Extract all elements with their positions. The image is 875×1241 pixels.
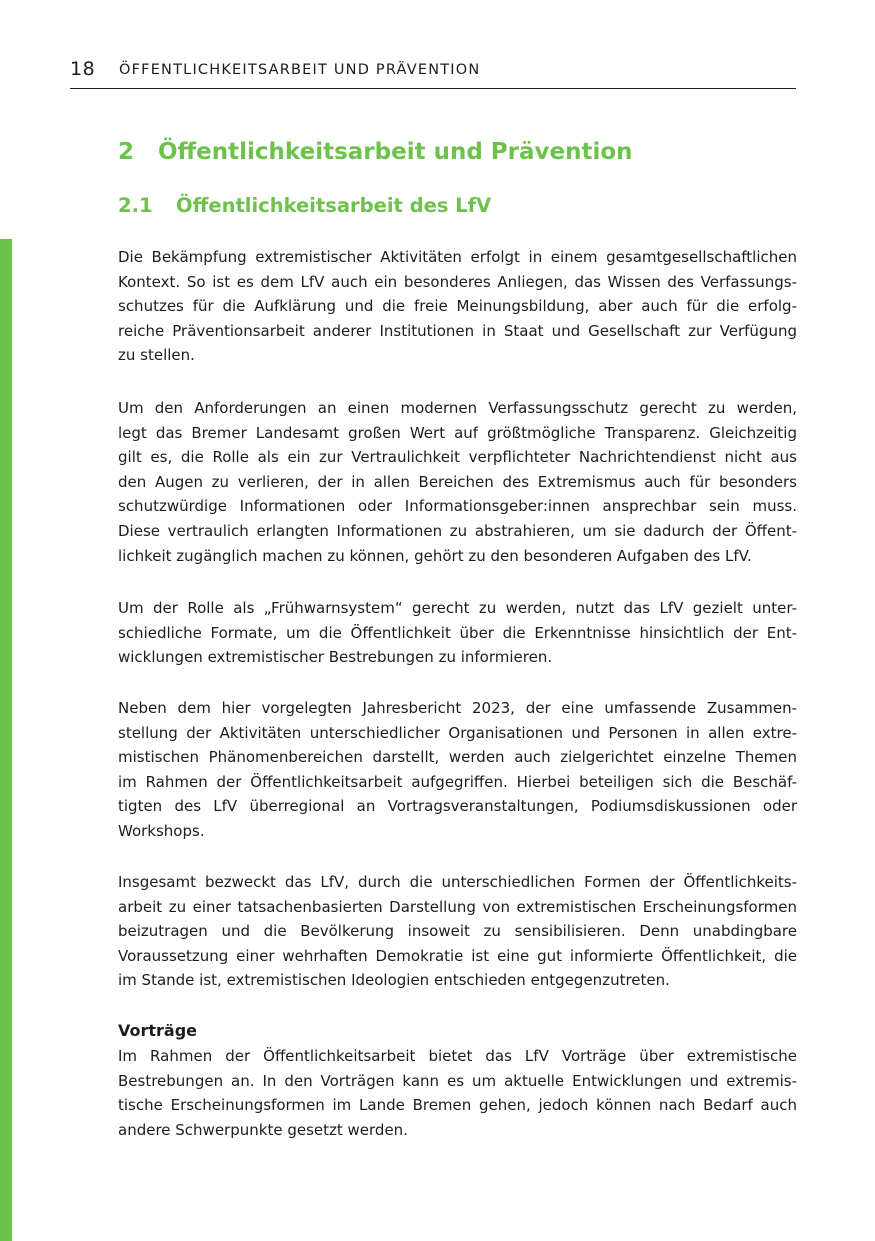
text-line: den Augen zu verlieren, der in allen Bereichen des Extremismus auch für besonders — [118, 472, 797, 491]
text-line: arbeit zu einer tatsachenbasierten Darstellung von extremistischen Erscheinungsformen — [118, 897, 797, 916]
section-title: Öffentlichkeitsarbeit des LfV — [176, 194, 492, 217]
text-line: im Rahmen der Öffentlichkeitsarbeit aufgegriffen. Hierbei beteiligen sich die Beschäf- — [118, 772, 797, 791]
text-line: Um der Rolle als „Frühwarnsystem“ gerecht zu werden, nutzt das LfV gezielt unter- — [118, 599, 797, 617]
page-number: 18 — [70, 58, 96, 80]
text-line: schutzes für die Aufklärung und die freie Meinungsbildung, aber auch für die erfolg- — [118, 297, 797, 316]
text-line: Workshops. — [118, 821, 205, 840]
text-line: stellung der Aktivitäten unterschiedlicher Organisationen und Personen in allen extre- — [118, 723, 797, 742]
paragraph-2 — [118, 396, 797, 568]
text-line: Voraussetzung einer wehrhaften Demokratie ist eine gut informierte Öffentlichkeit, die — [118, 946, 797, 965]
text-line: reiche Präventionsarbeit anderer Institutionen in Staat und Gesellschaft zur Verfügung — [118, 321, 797, 340]
subsection-paragraph — [118, 1044, 797, 1142]
section-heading — [118, 194, 491, 217]
text-line: mistischen Phänomenbereichen darstellt, werden auch zielgerichtet einzelne Themen — [118, 748, 797, 767]
text-line: wicklungen extremistischer Bestrebungen zu informieren. — [118, 648, 553, 667]
chapter-title: Öffentlichkeitsarbeit und Prävention — [158, 139, 633, 165]
green-margin-bar — [0, 239, 12, 1241]
text-line: tische Erscheinungsformen im Lande Bremen gehen, jedoch können nach Bedarf auch — [118, 1096, 797, 1115]
chapter-heading — [118, 139, 633, 165]
text-line: lichkeit zugänglich machen zu können, gehört zu den besonderen Aufgaben des LfV. — [118, 546, 752, 565]
text-line: schutzwürdige Informationen oder Informationsgeber:innen ansprechbar sein muss. — [118, 497, 797, 516]
text-line: zu stellen. — [118, 346, 195, 365]
text-line: Bestrebungen an. In den Vorträgen kann es um aktuelle Entwicklungen und extremis- — [118, 1071, 797, 1090]
text-line: Insgesamt bezweckt das LfV, durch die unterschiedlichen Formen der Öffentlichkeits- — [118, 873, 797, 891]
text-line: Die Bekämpfung extremistischer Aktivitäten erfolgt in einem gesamtgesellschaftlichen — [118, 248, 797, 266]
text-line: Im Rahmen der Öffentlichkeitsarbeit bietet das LfV Vorträge über extremistische — [118, 1047, 797, 1065]
text-line: andere Schwerpunkte gesetzt werden. — [118, 1120, 408, 1139]
subsection-heading: Vorträge — [118, 1021, 198, 1040]
text-line: beizutragen und die Bevölkerung insoweit zu sensibilisieren. Denn unabdingbare — [118, 922, 797, 941]
text-line: gilt es, die Rolle als ein zur Vertraulichkeit verpflichteter Nachrichtendienst nicht aus — [118, 448, 797, 467]
text-line: legt das Bremer Landesamt großen Wert auf größtmögliche Transparenz. Gleichzeitig — [118, 423, 797, 442]
text-line: schiedliche Formate, um die Öffentlichkeit über die Erkenntnisse hinsichtlich der Ent- — [118, 623, 797, 642]
text-line: Kontext. So ist es dem LfV auch ein besonderes Anliegen, das Wissen des Verfassungs- — [118, 272, 797, 291]
text-line: Diese vertraulich erlangten Informationen zu abstrahieren, um sie dadurch der Öffent- — [118, 521, 797, 540]
running-title: ÖFFENTLICHKEITSARBEIT UND PRÄVENTION — [119, 62, 481, 78]
text-line: im Stande ist, extremistischen Ideologien entschieden entgegenzutreten. — [118, 971, 670, 990]
section-number: 2.1 — [118, 194, 153, 217]
paragraph-1 — [118, 245, 797, 368]
text-line: Neben dem hier vorgelegten Jahresbericht 2023, der eine umfassende Zusammen- — [118, 699, 797, 717]
chapter-number: 2 — [118, 139, 135, 165]
paragraph-4 — [118, 696, 797, 844]
running-header — [70, 58, 796, 89]
paragraph-3 — [118, 596, 797, 670]
paragraph-5 — [118, 870, 797, 993]
text-line: tigten des LfV überregional an Vortragsveranstaltungen, Podiumsdiskussionen oder — [118, 797, 797, 816]
text-line: Um den Anforderungen an einen modernen Verfassungsschutz gerecht zu werden, — [118, 399, 797, 417]
